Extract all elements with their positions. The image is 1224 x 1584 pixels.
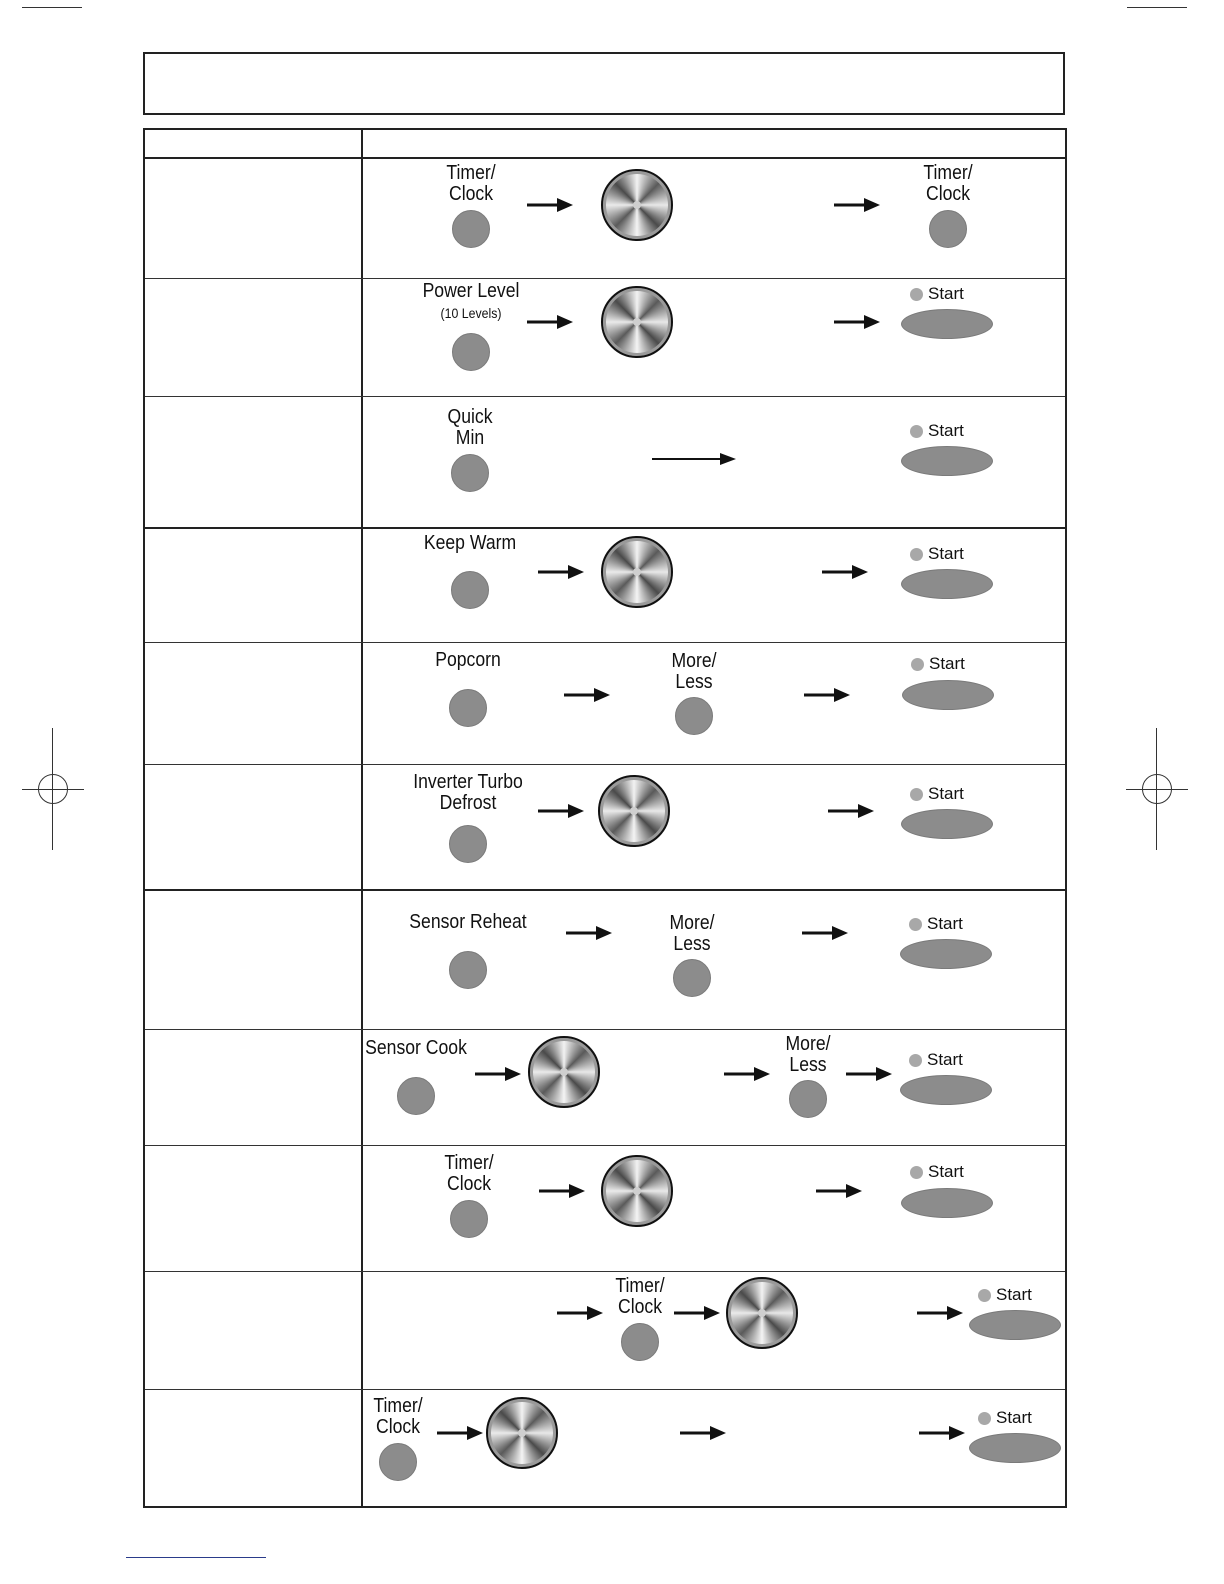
start-button[interactable] [900, 1075, 992, 1105]
row-divider [145, 527, 1065, 529]
start-indicator-icon [978, 1289, 991, 1302]
row-divider [145, 642, 1065, 643]
arrow-icon [538, 804, 584, 818]
arrow-icon [437, 1426, 483, 1440]
arrow-icon [539, 1184, 585, 1198]
arrow-icon [816, 1184, 862, 1198]
timer-clock-button[interactable] [929, 210, 967, 248]
timer-clock-label: Timer/ Clock [923, 162, 973, 205]
row-divider [145, 396, 1065, 397]
dial-icon[interactable] [601, 1155, 673, 1227]
arrow-icon [828, 804, 874, 818]
start-button[interactable] [901, 809, 993, 839]
dial-icon[interactable] [601, 286, 673, 358]
popcorn-label: Popcorn [435, 649, 501, 671]
start-label [978, 1409, 1032, 1427]
more-less-button[interactable] [673, 959, 711, 997]
start-button[interactable] [900, 939, 992, 969]
start-indicator-icon [910, 425, 923, 438]
footer-rule [126, 1557, 266, 1558]
sensor-reheat-button[interactable] [449, 951, 487, 989]
timer-clock-label: Timer/ Clock [615, 1275, 665, 1318]
start-label [910, 785, 964, 803]
timer-clock-button[interactable] [450, 1200, 488, 1238]
row-divider [145, 1145, 1065, 1146]
start-indicator-icon [910, 1166, 923, 1179]
timer-clock-label: Timer/ Clock [444, 1152, 494, 1195]
arrow-icon [834, 315, 880, 329]
row-divider [145, 764, 1065, 765]
start-label [910, 285, 964, 303]
arrow-icon [680, 1426, 726, 1440]
sensor-reheat-label: Sensor Reheat [409, 911, 527, 933]
more-less-label: More/ Less [669, 912, 715, 955]
more-less-button[interactable] [675, 697, 713, 735]
row-divider [145, 278, 1065, 279]
dial-icon[interactable] [486, 1397, 558, 1469]
start-indicator-icon [910, 788, 923, 801]
arrow-icon [724, 1067, 770, 1081]
arrow-icon [652, 452, 736, 466]
timer-clock-label: Timer/ Clock [373, 1395, 423, 1438]
arrow-icon [804, 688, 850, 702]
start-indicator-icon [978, 1412, 991, 1425]
start-button[interactable] [901, 569, 993, 599]
registration-mark-icon [1142, 774, 1172, 804]
start-text: Start [928, 1162, 964, 1181]
start-button[interactable] [901, 1188, 993, 1218]
sensor-cook-label: Sensor Cook [365, 1037, 467, 1059]
inverter-turbo-defrost-label: Inverter Turbo Defrost [413, 771, 523, 814]
dial-icon[interactable] [601, 169, 673, 241]
start-text: Start [996, 1408, 1032, 1427]
arrow-icon [527, 315, 573, 329]
start-label [911, 655, 965, 673]
row-divider [145, 1029, 1065, 1030]
power-level-sublabel: (10 Levels) [440, 305, 502, 321]
start-button[interactable] [969, 1433, 1061, 1463]
dial-icon[interactable] [726, 1277, 798, 1349]
dial-icon[interactable] [528, 1036, 600, 1108]
more-less-label: More/ Less [671, 650, 717, 693]
start-indicator-icon [911, 658, 924, 671]
start-text: Start [996, 1285, 1032, 1304]
arrow-icon [564, 688, 610, 702]
inverter-turbo-defrost-button[interactable] [449, 825, 487, 863]
start-text: Start [928, 421, 964, 440]
start-indicator-icon [909, 918, 922, 931]
quick-min-button[interactable] [451, 454, 489, 492]
start-label [909, 915, 963, 933]
row-divider [145, 889, 1065, 891]
arrow-icon [475, 1067, 521, 1081]
title-box [143, 52, 1065, 115]
power-level-button[interactable] [452, 333, 490, 371]
start-button[interactable] [969, 1310, 1061, 1340]
arrow-icon [802, 926, 848, 940]
timer-clock-button[interactable] [621, 1323, 659, 1361]
keep-warm-button[interactable] [451, 571, 489, 609]
start-label [910, 422, 964, 440]
start-text: Start [927, 1050, 963, 1069]
start-button[interactable] [901, 309, 993, 339]
power-level-label: Power Level [422, 280, 520, 302]
row-divider [145, 1389, 1065, 1390]
start-text: Start [928, 284, 964, 303]
start-button[interactable] [901, 446, 993, 476]
quick-min-label: Quick Min [447, 406, 493, 449]
column-separator [361, 130, 363, 1506]
popcorn-button[interactable] [449, 689, 487, 727]
arrow-icon [846, 1067, 892, 1081]
start-text: Start [927, 914, 963, 933]
start-label [909, 1051, 963, 1069]
keep-warm-label: Keep Warm [423, 532, 517, 554]
more-less-button[interactable] [789, 1080, 827, 1118]
arrow-icon [566, 926, 612, 940]
start-text: Start [928, 544, 964, 563]
start-indicator-icon [910, 288, 923, 301]
row-divider [145, 1271, 1065, 1272]
table-header-row [145, 130, 1065, 159]
crop-mark-top-right [1127, 7, 1187, 8]
arrow-icon [538, 565, 584, 579]
timer-clock-button[interactable] [452, 210, 490, 248]
start-text: Start [929, 654, 965, 673]
dial-icon[interactable] [601, 536, 673, 608]
arrow-icon [834, 198, 880, 212]
arrow-icon [527, 198, 573, 212]
start-label [978, 1286, 1032, 1304]
dial-icon[interactable] [598, 775, 670, 847]
timer-clock-button[interactable] [379, 1443, 417, 1481]
start-label [910, 1163, 964, 1181]
arrow-icon [822, 565, 868, 579]
start-indicator-icon [910, 548, 923, 561]
more-less-label: More/ Less [785, 1033, 831, 1076]
crop-mark-top-left [22, 7, 82, 8]
registration-mark-icon [38, 774, 68, 804]
start-text: Start [928, 784, 964, 803]
start-label [910, 545, 964, 563]
sensor-cook-button[interactable] [397, 1077, 435, 1115]
start-indicator-icon [909, 1054, 922, 1067]
arrow-icon [674, 1306, 720, 1320]
start-button[interactable] [902, 680, 994, 710]
arrow-icon [919, 1426, 965, 1440]
arrow-icon [917, 1306, 963, 1320]
timer-clock-label: Timer/ Clock [446, 162, 496, 205]
arrow-icon [557, 1306, 603, 1320]
